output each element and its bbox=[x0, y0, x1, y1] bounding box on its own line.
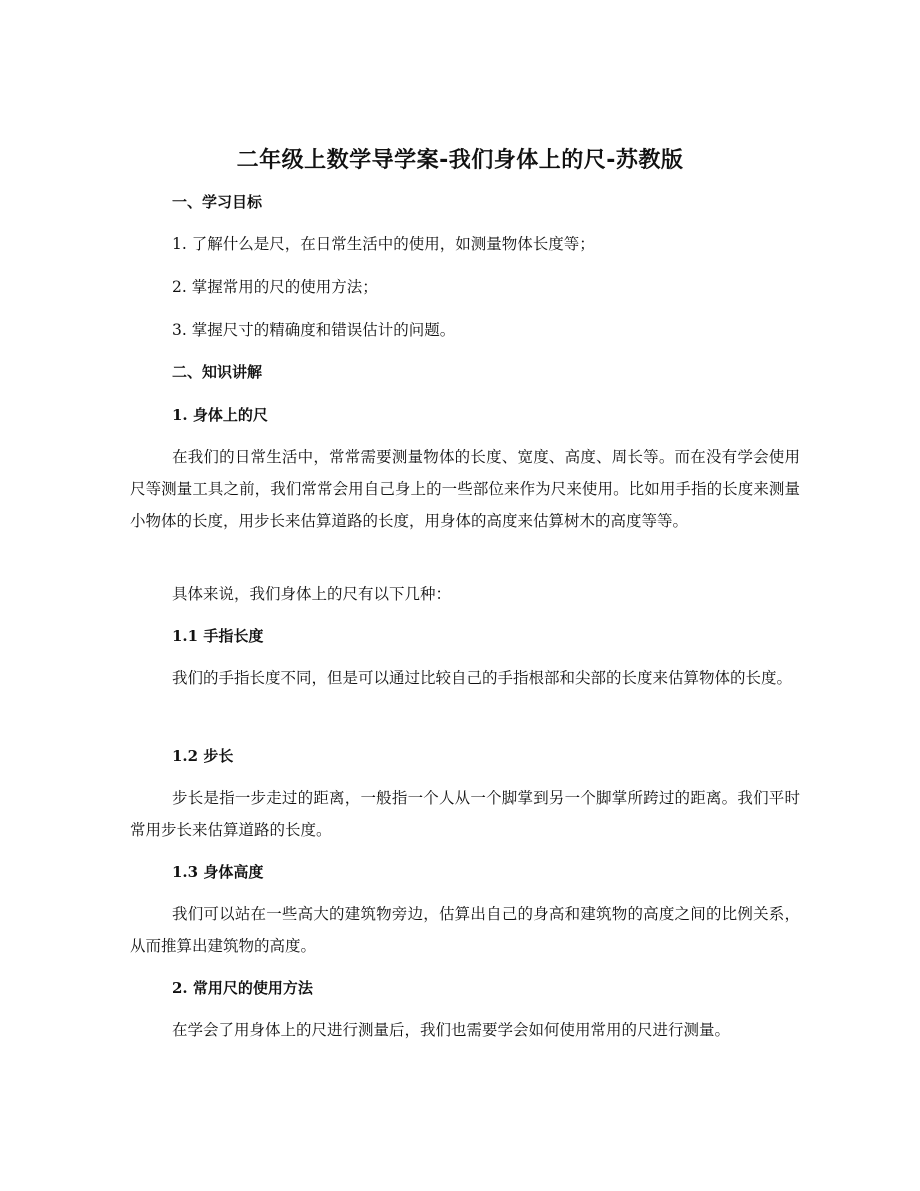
goal-item-1: 1. 了解什么是尺，在日常生活中的使用，如测量物体长度等； bbox=[172, 235, 595, 253]
section-heading-learning-goals: 一、学习目标 bbox=[172, 193, 263, 211]
subsection-heading-finger-length: 1.1 手指长度 bbox=[172, 627, 264, 645]
goal-item-3: 3. 掌握尺寸的精确度和错误估计的问题。 bbox=[172, 321, 456, 339]
subsection-heading-body-height: 1.3 身体高度 bbox=[172, 863, 264, 881]
paragraph-common-ruler: 在学会了用身体上的尺进行测量后，我们也需要学会如何使用常用的尺进行测量。 bbox=[172, 1021, 731, 1039]
paragraph-body-ruler-types: 具体来说，我们身体上的尺有以下几种： bbox=[172, 585, 452, 603]
document-title: 二年级上数学导学案-我们身体上的尺-苏教版 bbox=[236, 148, 684, 173]
paragraph-finger-length: 我们的手指长度不同，但是可以通过比较自己的手指根部和尖部的长度来估算物体的长度。 bbox=[172, 669, 793, 687]
paragraph-body-height: 我们可以站在一些高大的建筑物旁边，估算出自己的身高和建筑物的高度之间的比例关系，从而推算出建筑物的高度。 bbox=[130, 905, 800, 955]
subsection-heading-common-ruler: 2. 常用尺的使用方法 bbox=[172, 979, 313, 997]
goal-item-2: 2. 掌握常用的尺的使用方法； bbox=[172, 278, 378, 296]
paragraph-step-length: 步长是指一步走过的距离，一般指一个人从一个脚掌到另一个脚掌所跨过的距离。我们平时常用步长来估算道路的长度。 bbox=[130, 789, 800, 839]
subsection-heading-body-ruler: 1. 身体上的尺 bbox=[172, 406, 268, 424]
section-heading-knowledge: 二、知识讲解 bbox=[172, 363, 263, 381]
subsection-heading-step-length: 1.2 步长 bbox=[172, 747, 234, 765]
paragraph-body-ruler-intro: 在我们的日常生活中，常常需要测量物体的长度、宽度、高度、周长等。而在没有学会使用尺等测量工具之前，我们常常会用自己身上的一些部位来作为尺来使用。比如用手指的长度来测量小物体的长度，用步长来估算道路的长度，用身体的高度来估算树木的高度等等。 bbox=[130, 448, 800, 530]
